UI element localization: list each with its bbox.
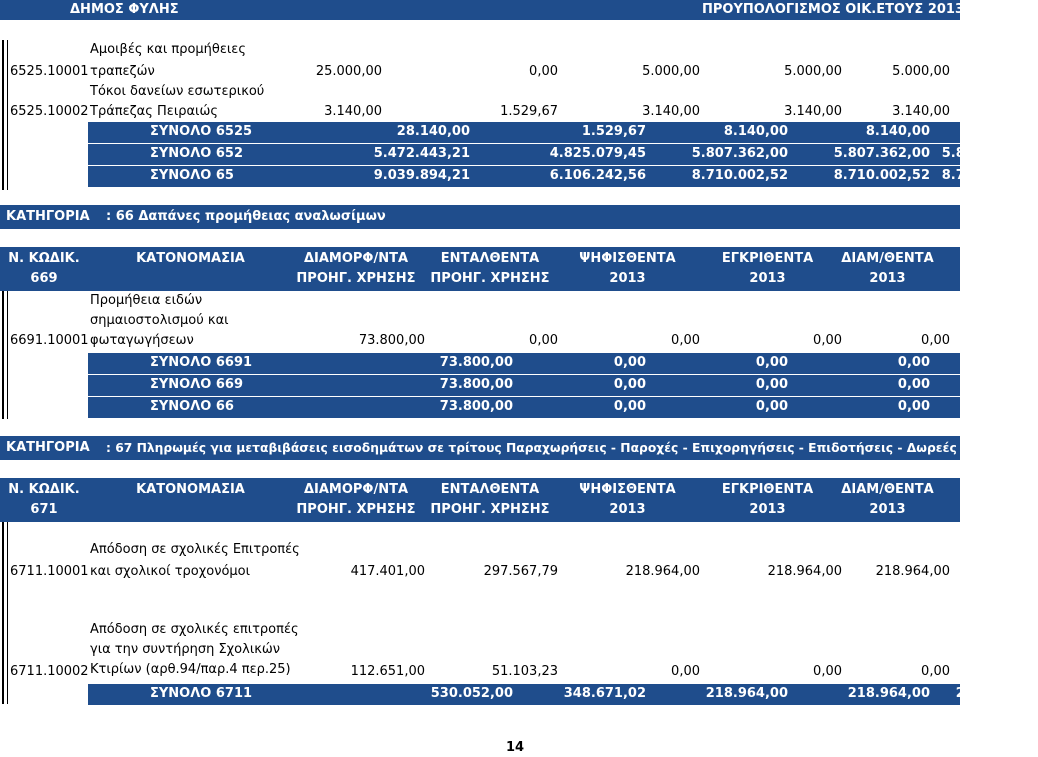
table-row (0, 538, 960, 582)
total-row (88, 375, 1038, 396)
total-value: 73.800,00 (439, 355, 513, 370)
value-prev-formed: 25.000,00 (315, 64, 382, 79)
total-label: ΣΥΝΟΛΟ 652 (150, 146, 243, 161)
row-code: 6525.10002 (10, 104, 89, 119)
total-value: 9.039.894,21 (373, 168, 470, 183)
total-row (88, 144, 1038, 165)
col-approved-year: 2013 (749, 271, 786, 286)
row-description: για την συντήρηση Σχολικών (90, 642, 281, 657)
col-formed-year: 2013 (869, 502, 906, 517)
value-voted: 3.140,00 (642, 104, 700, 119)
total-value: 218.964,00 (955, 686, 1038, 701)
total-value: 73.800,00 (439, 399, 513, 414)
total-value: 218.964,00 (847, 686, 930, 701)
total-value: 0,00 (1005, 355, 1038, 370)
value-formed: 218.964,00 (875, 564, 950, 579)
row-description: φωταγωγήσεων (90, 333, 194, 348)
total-row (88, 684, 1038, 705)
category-title: : 66 Δαπάνες προμήθειας αναλωσίμων (106, 209, 386, 224)
value-voted: 5.000,00 (642, 64, 700, 79)
total-value: 73.800,00 (439, 377, 513, 392)
category-label: ΚΑΤΗΓΟΡΙΑ (6, 440, 90, 455)
col-code-group: 671 (30, 502, 58, 517)
value-prev-formed: 73.800,00 (358, 333, 425, 348)
row-code: 6525.10001 (10, 64, 89, 79)
total-label: ΣΥΝΟΛΟ 6525 (150, 124, 253, 139)
col-code-group: 669 (30, 271, 58, 286)
value-formed: 0,00 (921, 664, 950, 679)
value-prev-formed: 417.401,00 (350, 564, 425, 579)
total-value: 0,00 (755, 377, 788, 392)
col-formed: ΔΙΑΜ/ΘΕΝΤΑ (841, 251, 934, 266)
value-prev-paid: 51.103,23 (491, 664, 558, 679)
total-value: 0,00 (897, 355, 930, 370)
row-description: Απόδοση σε σχολικές Επιτροπές (90, 542, 300, 557)
col-name: ΚΑΤΟΝΟΜΑΣΙΑ (136, 482, 245, 497)
column-headers (0, 478, 960, 522)
total-value: 8.710.002,52 (941, 168, 1038, 183)
value-approved: 0,00 (813, 664, 842, 679)
total-label: ΣΥΝΟΛΟ 6711 (150, 686, 253, 701)
value-voted: 0,00 (671, 664, 700, 679)
total-value: 5.807.362,00 (833, 146, 930, 161)
value-prev-formed: 3.140,00 (324, 104, 382, 119)
total-value: 8.710.002,52 (691, 168, 788, 183)
col-voted: ΨΗΦΙΣΘΕΝΤΑ (579, 482, 676, 497)
value-prev-paid: 297.567,79 (483, 564, 558, 579)
value-formed: 3.140,00 (892, 104, 950, 119)
col-prev-paid-sub: ΠΡΟΗΓ. ΧΡΗΣΗΣ (430, 502, 550, 517)
total-row (88, 166, 1038, 187)
total-value: 6.106.242,56 (549, 168, 646, 183)
page-header (0, 0, 965, 20)
value-voted: 0,00 (671, 333, 700, 348)
total-value: 0,00 (897, 377, 930, 392)
value-approved: 5.000,00 (784, 64, 842, 79)
total-value: 0,00 (1005, 399, 1038, 414)
row-description: Απόδοση σε σχολικές επιτροπές (90, 622, 299, 637)
total-value: 0,00 (613, 377, 646, 392)
value-prev-paid: 0,00 (529, 64, 558, 79)
total-value: 4.825.079,45 (549, 146, 646, 161)
col-approved: ΕΓΚΡΙΘΕΝΤΑ (721, 251, 814, 266)
col-voted-year: 2013 (609, 271, 646, 286)
col-prev-formed: ΔΙΑΜΟΡΦ/ΝΤΑ (303, 251, 409, 266)
category-header (0, 436, 960, 460)
category-label: ΚΑΤΗΓΟΡΙΑ (6, 209, 90, 224)
value-voted: 218.964,00 (625, 564, 700, 579)
value-prev-formed: 112.651,00 (350, 664, 425, 679)
col-voted-year: 2013 (609, 502, 646, 517)
total-row (88, 397, 1038, 418)
value-approved: 218.964,00 (767, 564, 842, 579)
category-header (0, 205, 960, 229)
total-label: ΣΥΝΟΛΟ 66 (150, 399, 234, 414)
total-value: 8.710.002,52 (833, 168, 930, 183)
total-value: 28.140,00 (396, 124, 470, 139)
row-description: Τόκοι δανείων εσωτερικού (90, 84, 265, 99)
municipality-title: ΔΗΜΟΣ ΦΥΛΗΣ (70, 2, 179, 17)
col-prev-formed-sub: ΠΡΟΗΓ. ΧΡΗΣΗΣ (296, 502, 416, 517)
total-value: 5.807.362,00 (691, 146, 788, 161)
value-approved: 3.140,00 (784, 104, 842, 119)
row-description: Αμοιβές και προμήθειες (90, 42, 246, 57)
row-code: 6711.10001 (10, 564, 89, 579)
total-value: 0,00 (1005, 377, 1038, 392)
col-voted: ΨΗΦΙΣΘΕΝΤΑ (579, 251, 676, 266)
value-formed: 0,00 (921, 333, 950, 348)
total-value: 8.140,00 (723, 124, 788, 139)
total-value: 0,00 (897, 399, 930, 414)
value-approved: 0,00 (813, 333, 842, 348)
total-value: 218.964,00 (705, 686, 788, 701)
total-label: ΣΥΝΟΛΟ 669 (150, 377, 243, 392)
col-code: Ν. ΚΩΔΙΚ. (8, 482, 80, 497)
total-value: 8.140,00 (865, 124, 930, 139)
col-prev-formed: ΔΙΑΜΟΡΦ/ΝΤΑ (303, 482, 409, 497)
col-prev-paid: ΕΝΤΑΛΘΕΝΤΑ (440, 482, 540, 497)
total-value: 0,00 (755, 399, 788, 414)
col-prev-paid: ΕΝΤΑΛΘΕΝΤΑ (440, 251, 540, 266)
table-row (0, 40, 960, 84)
total-value: 8.140,00 (973, 124, 1038, 139)
table-row (0, 618, 960, 684)
table-row (0, 82, 960, 122)
total-value: 348.671,02 (563, 686, 646, 701)
col-prev-formed-sub: ΠΡΟΗΓ. ΧΡΗΣΗΣ (296, 271, 416, 286)
total-value: 1.529,67 (581, 124, 646, 139)
total-value: 530.052,00 (430, 686, 513, 701)
total-value: 0,00 (755, 355, 788, 370)
col-approved: ΕΓΚΡΙΘΕΝΤΑ (721, 482, 814, 497)
row-description: σημαιοστολισμού και (90, 313, 229, 328)
total-value: 0,00 (613, 355, 646, 370)
total-value: 0,00 (613, 399, 646, 414)
column-headers (0, 247, 960, 291)
col-code: Ν. ΚΩΔΙΚ. (8, 251, 80, 266)
total-label: ΣΥΝΟΛΟ 6691 (150, 355, 253, 370)
total-value: 5.807.362,00 (941, 146, 1038, 161)
col-formed-year: 2013 (869, 271, 906, 286)
value-prev-paid: 0,00 (529, 333, 558, 348)
category-title: : 67 Πληρωμές για μεταβιβάσεις εισοδημάτων σε τρίτους Παραχωρήσεις - Παροχές - Επιχορηγήσεις - Επιδοτήσεις - Δωρεές (106, 441, 957, 455)
row-code: 6711.10002 (10, 664, 89, 679)
row-description: και σχολικοί τροχονόμοι (90, 564, 251, 579)
row-code: 6691.10001 (10, 333, 89, 348)
col-name: ΚΑΤΟΝΟΜΑΣΙΑ (136, 251, 245, 266)
total-row (88, 122, 1038, 143)
row-description: Κτιρίων (αρθ.94/παρ.4 περ.25) (90, 662, 291, 677)
row-description: τραπεζών (90, 64, 155, 79)
col-prev-paid-sub: ΠΡΟΗΓ. ΧΡΗΣΗΣ (430, 271, 550, 286)
row-description: Τράπεζας Πειραιώς (90, 104, 218, 119)
value-prev-paid: 1.529,67 (500, 104, 558, 119)
page-number: 14 (505, 740, 525, 755)
row-description: Προμήθεια ειδών (90, 293, 203, 308)
col-formed: ΔΙΑΜ/ΘΕΝΤΑ (841, 482, 934, 497)
value-formed: 5.000,00 (892, 64, 950, 79)
col-approved-year: 2013 (749, 502, 786, 517)
table-row (0, 291, 960, 353)
budget-title: ΠΡΟΥΠΟΛΟΓΙΣΜΟΣ ΟΙΚ.ΕΤΟΥΣ 2013 (702, 2, 965, 17)
total-value: 5.472.443,21 (373, 146, 470, 161)
total-label: ΣΥΝΟΛΟ 65 (150, 168, 234, 183)
total-row (88, 353, 1038, 374)
